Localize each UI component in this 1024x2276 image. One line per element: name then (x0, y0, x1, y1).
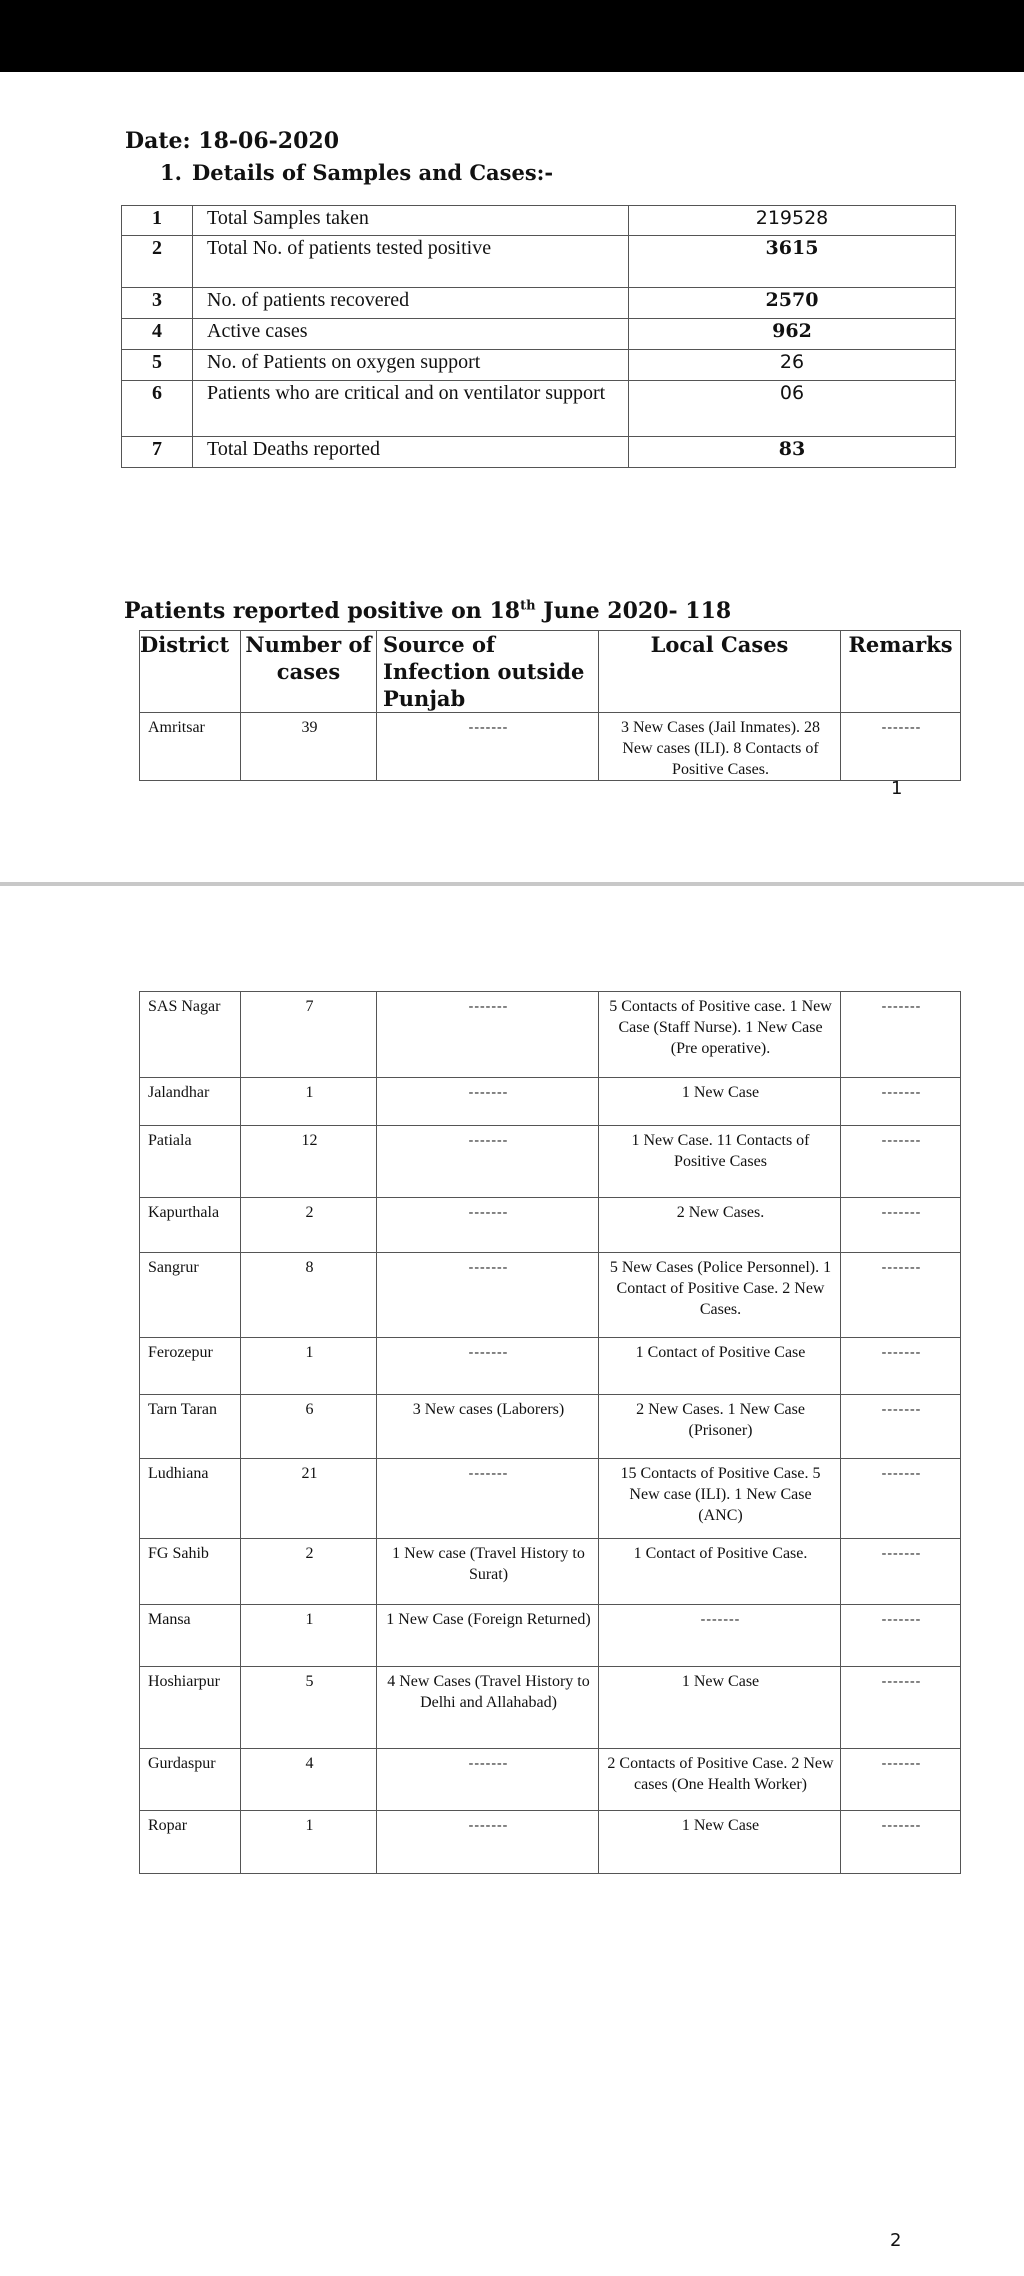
summary-row (122, 381, 956, 437)
district-row (140, 713, 961, 781)
local-cases: 1 New Case (599, 1667, 841, 1749)
local-cases: 3 New Cases (Jail Inmates). 28 New cases (ILI). 8 Contacts of Positive Cases. (599, 713, 841, 781)
report-date: Date: 18-06-2020 (125, 128, 339, 154)
remarks: ------- (841, 1395, 961, 1459)
row-number: 4 (122, 319, 193, 350)
row-value: 3615 (629, 236, 956, 288)
summary-row (122, 319, 956, 350)
infection-source: ------- (377, 1126, 599, 1198)
remarks: ------- (841, 1605, 961, 1667)
case-count: 39 (241, 713, 377, 781)
samples-cases-table (121, 205, 956, 468)
district-name: FG Sahib (140, 1539, 241, 1605)
case-count: 21 (241, 1459, 377, 1539)
district-row (140, 1198, 961, 1253)
section-number: 1. (160, 160, 182, 185)
infection-source: ------- (377, 1253, 599, 1338)
summary-row (122, 206, 956, 236)
remarks: ------- (841, 1667, 961, 1749)
local-cases: 5 New Cases (Police Personnel). 1 Contact of Positive Case. 2 New Cases. (599, 1253, 841, 1338)
local-cases: 2 Contacts of Positive Case. 2 New cases (One Health Worker) (599, 1749, 841, 1811)
infection-source: ------- (377, 713, 599, 781)
row-number: 1 (122, 206, 193, 236)
col-header-local: Local Cases (599, 631, 841, 713)
local-cases: 15 Contacts of Positive Case. 5 New case (ILI). 1 New Case (ANC) (599, 1459, 841, 1539)
row-value: 219528 (629, 206, 956, 236)
row-label: Total Samples taken (193, 206, 629, 236)
case-count: 7 (241, 992, 377, 1078)
district-name: Patiala (140, 1126, 241, 1198)
summary-row (122, 350, 956, 381)
case-count: 12 (241, 1126, 377, 1198)
district-name: Jalandhar (140, 1078, 241, 1126)
row-label: Total No. of patients tested positive (193, 236, 629, 288)
district-name: Ludhiana (140, 1459, 241, 1539)
top-black-bar (0, 0, 1024, 72)
district-name: Ropar (140, 1811, 241, 1874)
page-number: 2 (890, 2230, 902, 2251)
heading-sup: th (520, 598, 536, 614)
row-label: Total Deaths reported (193, 437, 629, 468)
remarks: ------- (841, 1078, 961, 1126)
row-value: 26 (629, 350, 956, 381)
row-value: 2570 (629, 288, 956, 319)
district-name: SAS Nagar (140, 992, 241, 1078)
local-cases: 1 Contact of Positive Case. (599, 1539, 841, 1605)
district-row (140, 1253, 961, 1338)
district-table-page2 (139, 991, 961, 1874)
row-value: 83 (629, 437, 956, 468)
case-count: 1 (241, 1811, 377, 1874)
local-cases: 2 New Cases. (599, 1198, 841, 1253)
district-row (140, 1811, 961, 1874)
remarks: ------- (841, 1253, 961, 1338)
case-count: 1 (241, 1078, 377, 1126)
row-number: 5 (122, 350, 193, 381)
district-row (140, 1126, 961, 1198)
case-count: 2 (241, 1539, 377, 1605)
infection-source: 1 New Case (Foreign Returned) (377, 1605, 599, 1667)
remarks: ------- (841, 1126, 961, 1198)
infection-source: ------- (377, 992, 599, 1078)
col-header-cases: Number of cases (241, 631, 377, 713)
row-number: 2 (122, 236, 193, 288)
row-label: No. of patients recovered (193, 288, 629, 319)
section-title-text: Details of Samples and Cases:- (192, 160, 554, 185)
col-header-source: Source of Infection outside Punjab (377, 631, 599, 713)
row-number: 3 (122, 288, 193, 319)
row-label: No. of Patients on oxygen support (193, 350, 629, 381)
local-cases: ------- (599, 1605, 841, 1667)
infection-source: ------- (377, 1459, 599, 1539)
district-name: Sangrur (140, 1253, 241, 1338)
summary-row (122, 437, 956, 468)
row-value: 962 (629, 319, 956, 350)
infection-source: ------- (377, 1338, 599, 1395)
district-name: Amritsar (140, 713, 241, 781)
case-count: 6 (241, 1395, 377, 1459)
heading-suffix: June 2020- 118 (535, 598, 732, 624)
district-row (140, 1395, 961, 1459)
remarks: ------- (841, 1539, 961, 1605)
local-cases: 1 New Case. 11 Contacts of Positive Cases (599, 1126, 841, 1198)
summary-row (122, 236, 956, 288)
district-name: Kapurthala (140, 1198, 241, 1253)
infection-source: ------- (377, 1078, 599, 1126)
local-cases: 5 Contacts of Positive case. 1 New Case (Staff Nurse). 1 New Case (Pre operative). (599, 992, 841, 1078)
col-header-district: District (140, 631, 241, 713)
district-row (140, 1749, 961, 1811)
remarks: ------- (841, 713, 961, 781)
summary-row (122, 288, 956, 319)
district-name: Tarn Taran (140, 1395, 241, 1459)
local-cases: 1 Contact of Positive Case (599, 1338, 841, 1395)
infection-source: 3 New cases (Laborers) (377, 1395, 599, 1459)
district-row (140, 992, 961, 1078)
district-row (140, 1539, 961, 1605)
district-name: Ferozepur (140, 1338, 241, 1395)
district-name: Gurdaspur (140, 1749, 241, 1811)
remarks: ------- (841, 1198, 961, 1253)
district-name: Mansa (140, 1605, 241, 1667)
positive-cases-heading (124, 598, 731, 624)
infection-source: ------- (377, 1811, 599, 1874)
case-count: 2 (241, 1198, 377, 1253)
district-row (140, 1667, 961, 1749)
district-row (140, 1605, 961, 1667)
section-title (160, 160, 553, 185)
remarks: ------- (841, 992, 961, 1078)
infection-source: ------- (377, 1198, 599, 1253)
infection-source: 4 New Cases (Travel History to Delhi and Allahabad) (377, 1667, 599, 1749)
local-cases: 1 New Case (599, 1078, 841, 1126)
remarks: ------- (841, 1459, 961, 1539)
case-count: 4 (241, 1749, 377, 1811)
local-cases: 1 New Case (599, 1811, 841, 1874)
district-name: Hoshiarpur (140, 1667, 241, 1749)
district-row (140, 1459, 961, 1539)
row-label: Active cases (193, 319, 629, 350)
row-label: Patients who are critical and on ventilator support (193, 381, 629, 437)
row-number: 6 (122, 381, 193, 437)
remarks: ------- (841, 1749, 961, 1811)
infection-source: 1 New case (Travel History to Surat) (377, 1539, 599, 1605)
col-header-remarks: Remarks (841, 631, 961, 713)
page-divider (0, 882, 1024, 886)
page-number: 1 (891, 778, 903, 799)
remarks: ------- (841, 1338, 961, 1395)
case-count: 1 (241, 1338, 377, 1395)
infection-source: ------- (377, 1749, 599, 1811)
local-cases: 2 New Cases. 1 New Case (Prisoner) (599, 1395, 841, 1459)
district-row (140, 1338, 961, 1395)
case-count: 1 (241, 1605, 377, 1667)
row-value: 06 (629, 381, 956, 437)
heading-prefix: Patients reported positive on 18 (124, 598, 521, 624)
remarks: ------- (841, 1811, 961, 1874)
district-table-page1 (139, 630, 961, 781)
row-number: 7 (122, 437, 193, 468)
district-row (140, 1078, 961, 1126)
case-count: 5 (241, 1667, 377, 1749)
case-count: 8 (241, 1253, 377, 1338)
